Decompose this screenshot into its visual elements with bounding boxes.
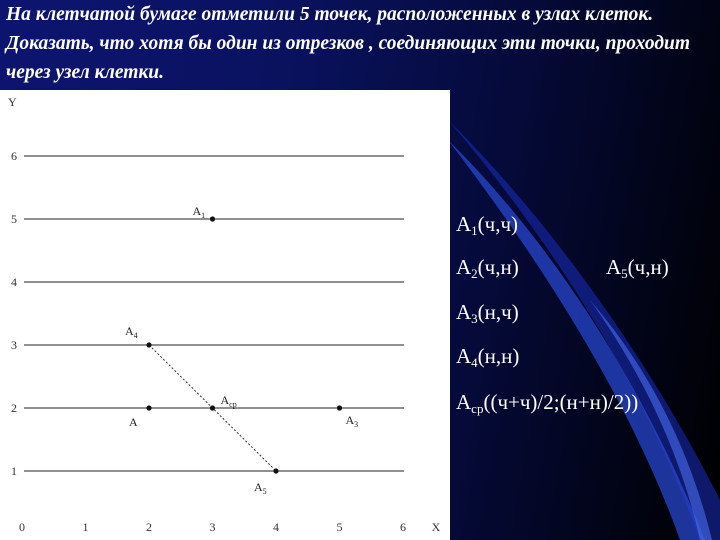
y-axis-label: Y [8,95,17,109]
coord-a3-parity: (н,ч) [477,300,519,324]
coord-a4-letter: A [456,344,472,368]
coord-a1-parity: (ч,ч) [477,212,519,236]
point-aср [210,405,215,410]
coord-a2 [456,255,519,280]
coord-a3-sub: 3 [471,311,478,326]
coord-a5-parity: (ч,н) [627,255,669,279]
coord-a1 [456,212,518,237]
coord-a5-sub: 5 [621,266,628,281]
coord-a2-parity: (ч,н) [477,255,519,279]
coord-a4-parity: (н,н) [477,344,520,368]
coord-a4 [456,344,519,369]
point-a [146,405,151,410]
coord-a5 [606,255,669,280]
coord-acp [456,390,638,415]
y-tick-4: 4 [11,275,17,289]
plot-panel [0,90,450,540]
coord-a4-sub: 4 [471,355,478,370]
x-axis-label: X [431,520,441,534]
y-tick-1: 1 [11,464,17,478]
coord-a1-letter: A [456,212,472,236]
point-label-a3: $A_3$ [345,413,359,429]
y-tick-6: 6 [11,149,17,163]
coord-a3 [456,300,519,325]
x-tick-6: 6 [400,520,406,534]
point-label-a5: $A_5$ [254,480,267,496]
slide-title: На клетчатой бумаге отметили 5 точек, расположенных в узлах клеток. Доказать, что хотя бы один из отрезков , соединяющих эти точки, проходит через узел клетки. [6,4,691,83]
coord-acp-letter: A [456,390,472,414]
coord-a1-sub: 1 [471,223,478,238]
x-tick-2: 2 [146,520,152,534]
coordinate-grid [0,90,450,540]
x-tick-5: 5 [336,520,343,534]
x-tick-4: 4 [273,520,279,534]
x-tick-3: 3 [209,520,216,534]
coord-acp-sub: ср [471,401,484,416]
coord-a5-letter: A [606,255,622,279]
points [125,204,358,496]
coord-a2-letter: A [456,255,472,279]
y-tick-5: 5 [11,212,17,226]
x-tick-1: 1 [82,520,89,534]
point-label-a: A [129,415,138,429]
y-tick-3: 3 [11,338,17,352]
point-label-a1: $A_1$ [192,204,206,220]
coord-acp-formula: ((ч+ч)/2;(н+н)/2)) [483,390,639,414]
tick-labels [8,95,441,534]
coord-a2-sub: 2 [471,266,478,281]
point-label-a4: $A_4$ [125,324,138,340]
point-a5 [273,468,278,473]
x-tick-0: 0 [19,520,25,534]
coord-a3-letter: A [456,300,472,324]
point-a3 [337,405,342,410]
y-tick-2: 2 [11,401,17,415]
point-label-aср: $A_{ср}$ [220,393,237,409]
point-a1 [210,216,215,221]
point-a4 [146,342,151,347]
deco-swoosh-mid [448,140,705,540]
